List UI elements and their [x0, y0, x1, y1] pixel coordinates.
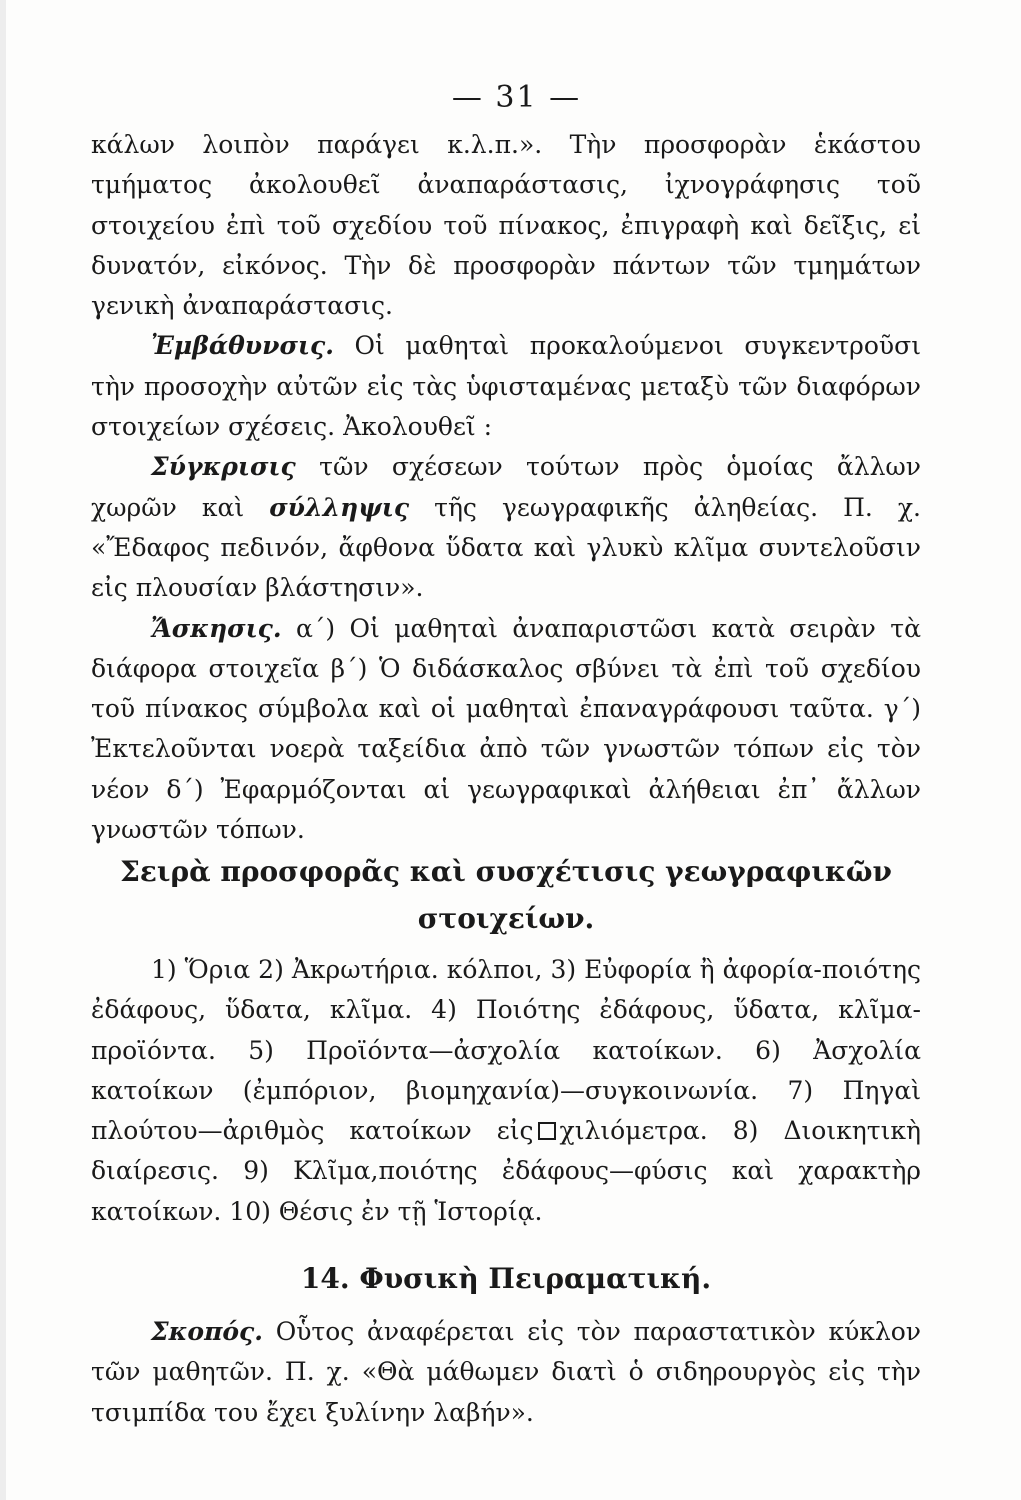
paragraph-exercise-text: α΄) Οἱ μαθηταὶ ἀναπαριστῶσι κατὰ σειρὰν τὰ διάφορα στοιχεῖα β΄) Ὁ διδάσκαλος σβύνει τὰ ἐπὶ τοῦ σχεδίου τοῦ πίνακος σύμβολα καὶ οἱ μαθηταὶ ἐπαναγράφουσι ταῦτα. γ΄) Ἐκτελοῦνται νοερὰ ταξείδια ἀπὸ τῶν γνωστῶν τόπων εἰς τὸν νέον δ΄) Ἐφαρμόζονται αἱ γεωγραφικαὶ ἀλήθειαι ἐπ᾽ ἄλλων γνωστῶν τόπων. — [91, 613, 921, 845]
paragraph-exercise — [91, 609, 921, 851]
main-text-block — [91, 125, 921, 850]
paragraph-comparison-text-2: τῆς γεωγραφικῆς ἀληθείας. Π. χ. «Ἔδαφος πεδινόν, ἄφθονα ὕδατα καὶ γλυκὺ κλῖμα συντελοῦσιν εἰς πλουσίαν βλάστησιν». — [91, 492, 921, 603]
paragraph-order-list — [91, 950, 921, 1232]
order-list-text-before: 1) Ὅρια 2) Ἀκρωτήρια. κόλποι, 3) Εὐφορία ἢ ἀφορία-ποιότης ἐδάφους, ὕδατα, κλῖμα. 4) Ποιότης ἐδάφους, ὕδατα, κλῖμα-προϊόντα. 5) Προϊόντα—ἀσχολία κατοίκων. 6) Ἀσχολία κατοίκων (ἐμπόριον, βιομηχανία)—συγκοινωνία. 7) Πηγαὶ πλούτου—ἀριθμὸς κατοίκων εἰς — [91, 955, 921, 1146]
term-exercise: Ἄσκησις. — [151, 613, 282, 643]
paragraph-aim — [91, 1312, 921, 1433]
paragraph-comparison — [91, 447, 921, 608]
section-heading-line-2: στοιχείων. — [417, 902, 595, 935]
paragraph-presentation: κάλων λοιπὸν παράγει κ.λ.π.». Τὴν προσφορὰν ἑκάστου τμήματος ἀκολουθεῖ ἀναπαράστασις, ἰχνογράφησις τοῦ στοιχείου ἐπὶ τοῦ σχεδίου τοῦ πίνακος, ἐπιγραφὴ καὶ δεῖξις, εἰ δυνατόν, εἰκόνος. Τὴν δὲ προσφορὰν πάντων τῶν τμημάτων γενικὴ ἀναπαράστασις. — [91, 130, 921, 321]
term-aim: Σκοπός. — [151, 1317, 263, 1346]
square-symbol-icon — [538, 1122, 556, 1140]
section-heading-physics: 14. Φυσικὴ Πειραματική. — [300, 1262, 712, 1295]
paragraph-aim-text: Οὗτος ἀναφέρεται εἰς τὸν παραστατικὸν κύκλον τῶν μαθητῶν. Π. χ. «Θὰ μάθωμεν διατὶ ὁ σιδηρουργὸς εἰς τὴν τσιμπίδα του ἔχει ξυλίνην λαβήν». — [91, 1317, 921, 1427]
section-heading-line-1: Σειρὰ προσφορᾶς καὶ συσχέτισις γεωγραφικῶν — [120, 855, 892, 888]
term-comparison: Σύγκρισις — [151, 452, 296, 482]
physics-aim-block — [91, 1312, 921, 1433]
paragraph-deepening-text: Οἱ μαθηταὶ προκαλούμενοι συγκεντροῦσι τὴν προσοχὴν αὐτῶν εἰς τὰς ὑφισταμένας μεταξὺ τῶν διαφόρων στοιχείων σχέσεις. Ἀκολουθεῖ : — [91, 331, 921, 442]
term-conception: σύλληψις — [269, 492, 410, 522]
order-list-text-after: χιλιόμετρα. 8) Διοικητικὴ διαίρεσις. 9) Κλῖμα,ποιότης ἐδάφους—φύσις καὶ χαρακτὴρ κατοίκων. 10) Θέσις ἐν τῇ Ἱστορίᾳ. — [91, 1116, 922, 1226]
page-number: — 31 — — [451, 80, 582, 115]
paragraph-deepening — [91, 326, 921, 447]
section-heading-geography-order — [91, 848, 921, 942]
geography-order-list — [91, 950, 921, 1232]
term-deepening: Ἐμβάθυνσις. — [151, 331, 334, 361]
paragraph-comparison-text-1: τῶν σχέσεων τούτων πρὸς ὁμοίας ἄλλων χωρῶν καὶ — [91, 452, 921, 522]
